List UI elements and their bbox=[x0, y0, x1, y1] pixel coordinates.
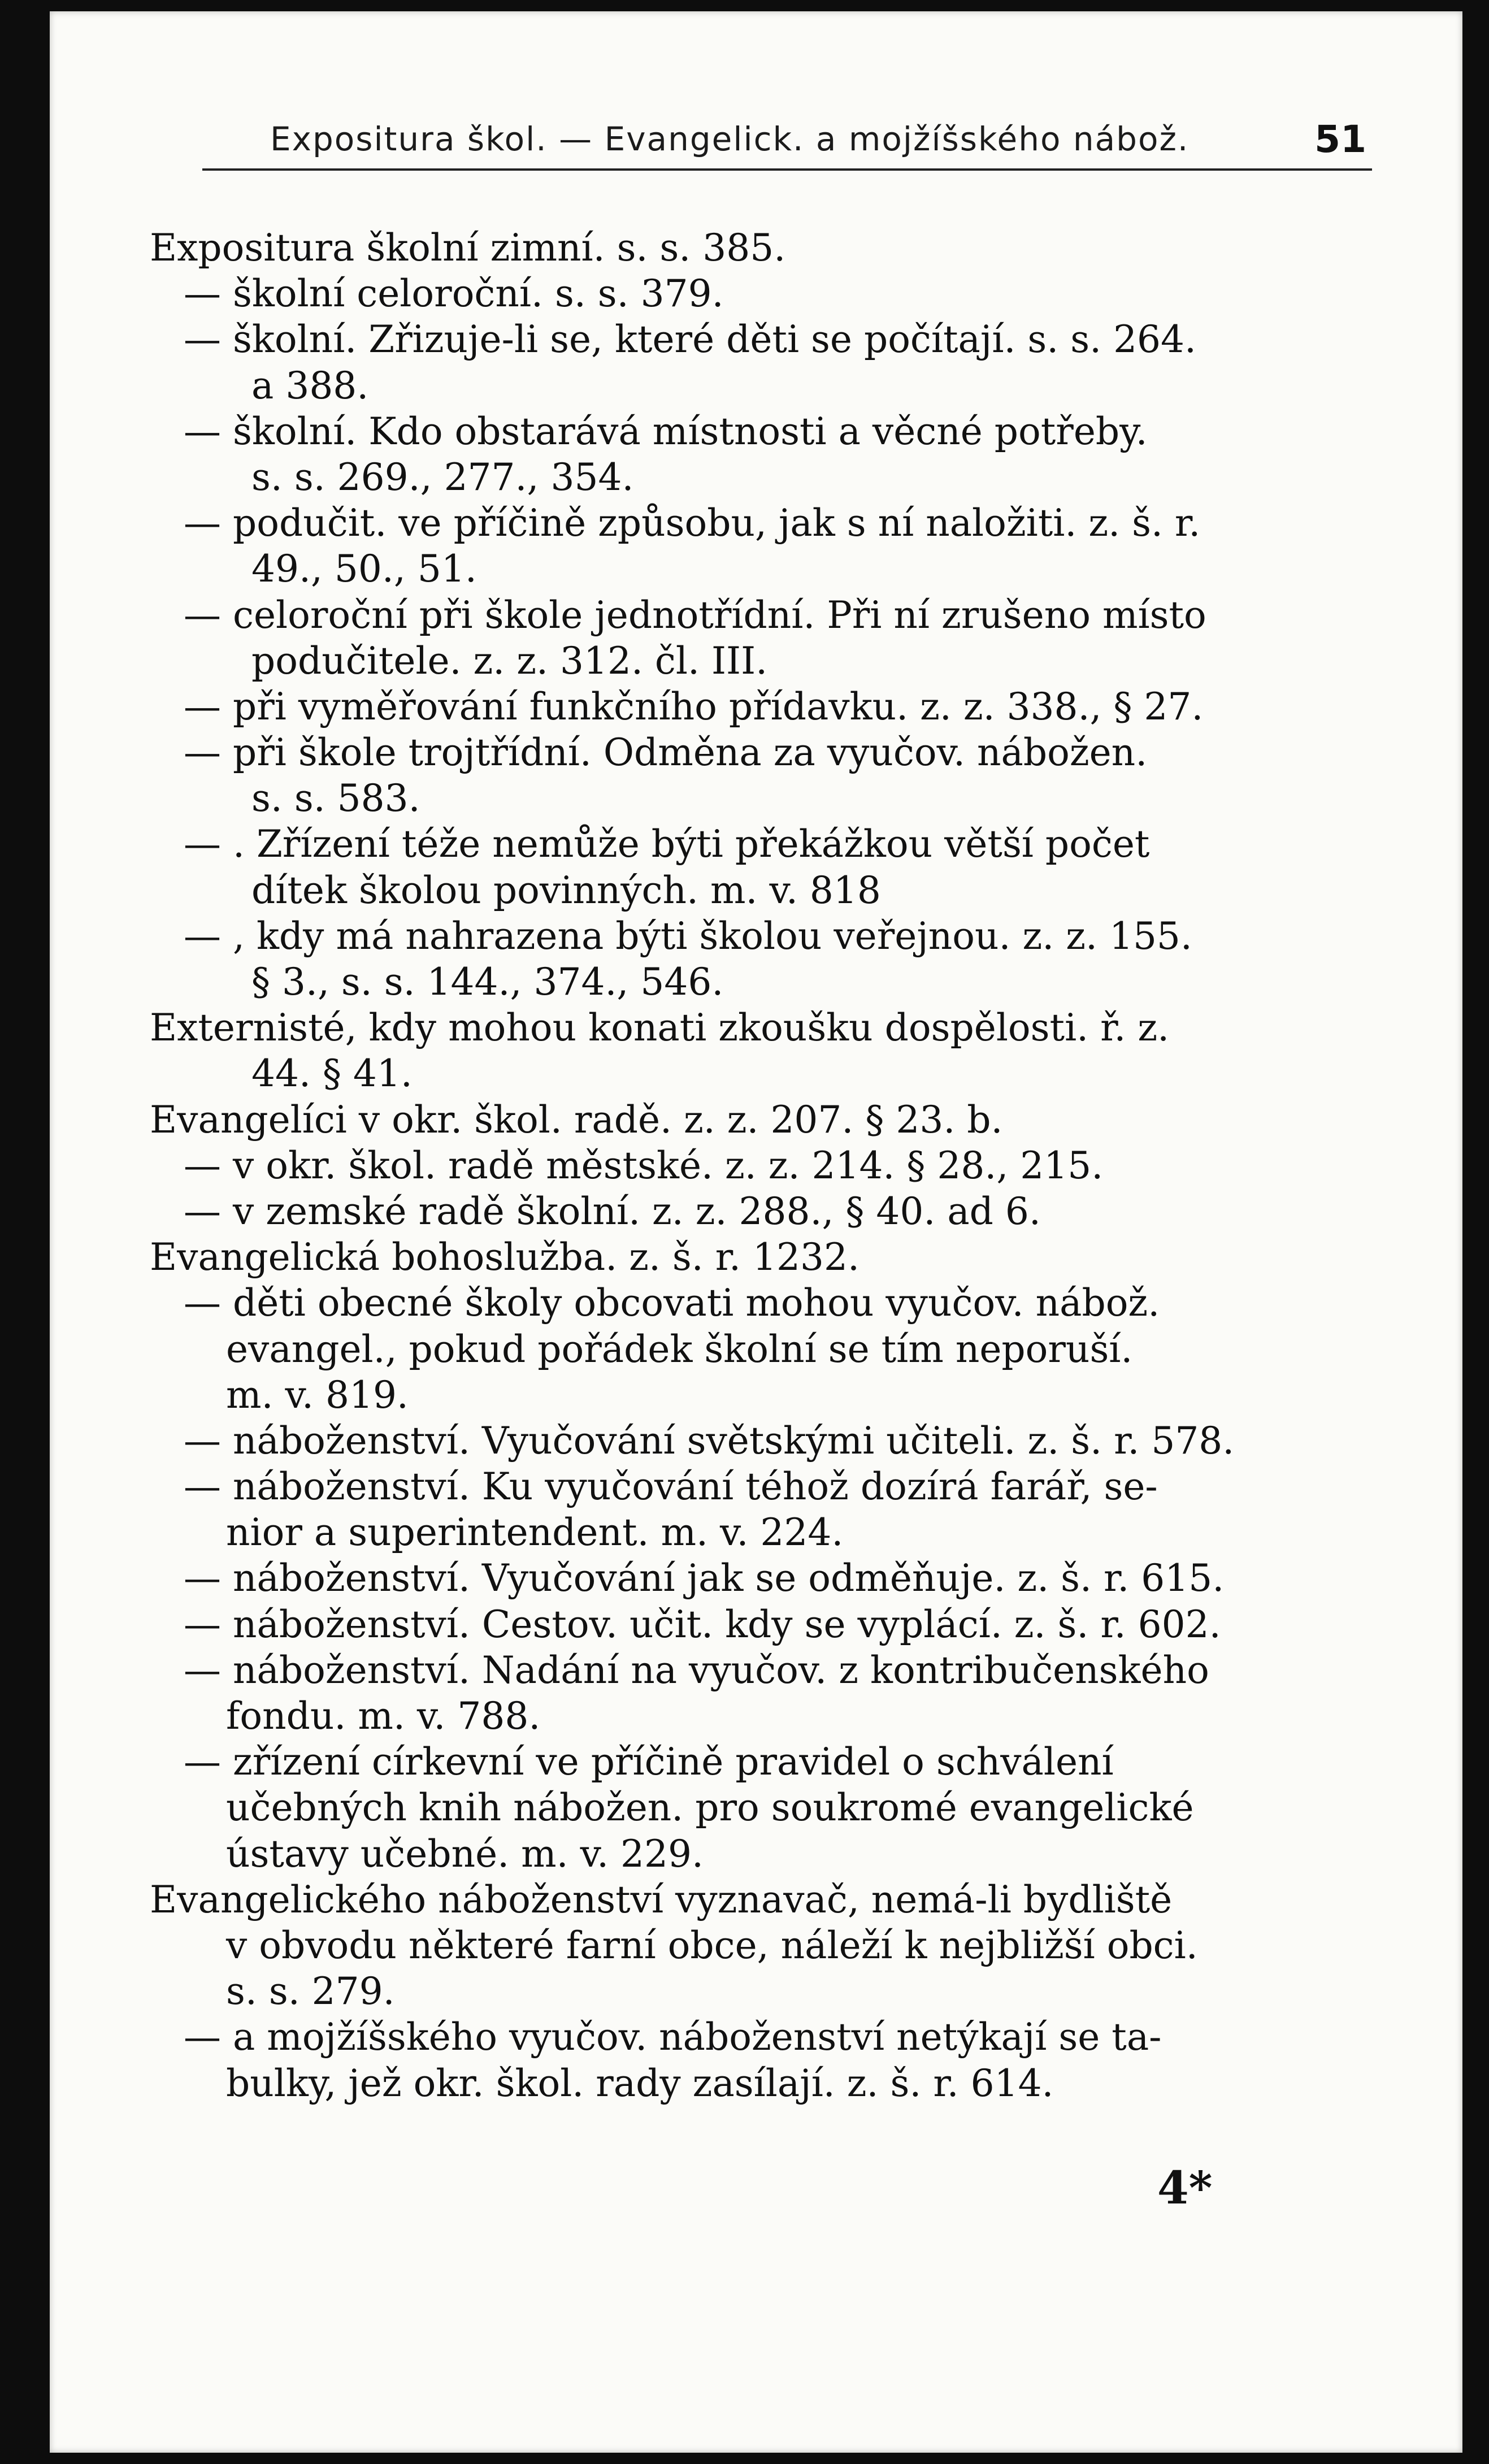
index-entry-line: — děti obecné školy obcovati mohou vyučov. nábož. bbox=[184, 1281, 1160, 1325]
header-rule bbox=[202, 168, 1372, 171]
index-entry-line: fondu. m. v. 788. bbox=[226, 1694, 541, 1738]
index-entry-line: § 3., s. s. 144., 374., 546. bbox=[251, 960, 724, 1004]
index-headword-line: Evangelická bohoslužba. z. š. r. 1232. bbox=[150, 1235, 859, 1279]
index-entry-line: m. v. 819. bbox=[226, 1373, 409, 1417]
index-entry-line: — , kdy má nahrazena býti školou veřejnou. z. z. 155. bbox=[184, 914, 1192, 958]
index-entry-line: — celoroční při škole jednotřídní. Při ní zrušeno místo bbox=[184, 593, 1206, 637]
index-entry-line: — a mojžíšského vyučov. náboženství netýkají se ta- bbox=[184, 2015, 1162, 2059]
signature-mark: 4* bbox=[1157, 2161, 1213, 2214]
index-headword-line: Expositura školní zimní. s. s. 385. bbox=[150, 226, 786, 270]
index-entry-line: 49., 50., 51. bbox=[251, 547, 477, 591]
index-entry-line: nior a superintendent. m. v. 224. bbox=[226, 1511, 844, 1555]
index-entry-line: — náboženství. Nadání na vyučov. z kontribučenského bbox=[184, 1648, 1209, 1692]
index-entry-line: — při škole trojtřídní. Odměna za vyučov. nábožen. bbox=[184, 731, 1148, 775]
index-entry-line: učebných knih nábožen. pro soukromé evangelické bbox=[226, 1786, 1194, 1830]
index-entry-line: — náboženství. Vyučování světskými učiteli. z. š. r. 578. bbox=[184, 1418, 1235, 1463]
index-entry-line: — . Zřízení téže nemůže býti překážkou větší počet bbox=[184, 822, 1150, 866]
index-entry-line: podučitele. z. z. 312. čl. III. bbox=[251, 639, 768, 683]
index-entry-line: — školní. Kdo obstarává místnosti a věcné potřeby. bbox=[184, 409, 1148, 453]
index-entry-line: — školní celoroční. s. s. 379. bbox=[184, 272, 724, 316]
index-headword-line: Externisté, kdy mohou konati zkoušku dospělosti. ř. z. bbox=[150, 1006, 1170, 1050]
index-entry-line: — v okr. škol. radě městské. z. z. 214. § 28., 215. bbox=[184, 1143, 1104, 1187]
index-entry-line: a 388. bbox=[251, 363, 369, 407]
index-entry-line: — podučit. ve příčině způsobu, jak s ní naložiti. z. š. r. bbox=[184, 501, 1201, 545]
index-entry-line: bulky, jež okr. škol. rady zasílají. z. š. r. 614. bbox=[226, 2061, 1054, 2105]
index-entry-line: — v zemské radě školní. z. z. 288., § 40. ad 6. bbox=[184, 1189, 1041, 1233]
index-headword-line: Evangelického náboženství vyznavač, nemá-li bydliště bbox=[150, 1877, 1173, 1921]
page-number: 51 bbox=[1314, 118, 1366, 161]
index-headword-line: Evangelíci v okr. škol. radě. z. z. 207. § 23. b. bbox=[150, 1097, 1003, 1142]
index-entry-line: — školní. Zřizuje-li se, které děti se počítají. s. s. 264. bbox=[184, 318, 1197, 362]
page-header bbox=[202, 107, 1372, 170]
running-head: Expositura škol. — Evangelick. a mojžíšského nábož. bbox=[270, 120, 1190, 158]
index-entry-line: — náboženství. Cestov. učit. kdy se vyplácí. z. š. r. 602. bbox=[184, 1602, 1221, 1646]
index-entry-line: s. s. 279. bbox=[226, 1970, 395, 2014]
index-entry-line: — zřízení církevní ve příčině pravidel o schválení bbox=[184, 1740, 1114, 1784]
index-entry-line: — náboženství. Ku vyučování téhož dozírá farář, se- bbox=[184, 1465, 1158, 1509]
index-entry-line: s. s. 583. bbox=[251, 776, 420, 821]
index-entry-line: s. s. 269., 277., 354. bbox=[251, 455, 634, 499]
index-entry-line: ústavy učebné. m. v. 229. bbox=[226, 1832, 704, 1876]
index-entry-line: v obvodu některé farní obce, náleží k nejbližší obci. bbox=[226, 1923, 1198, 1967]
index-entry-line: — náboženství. Vyučování jak se odměňuje. z. š. r. 615. bbox=[184, 1556, 1225, 1600]
index-entries bbox=[150, 225, 1325, 2106]
index-entry-line: evangel., pokud pořádek školní se tím neporuší. bbox=[226, 1327, 1133, 1371]
index-entry-line: — při vyměřování funkčního přídavku. z. z. 338., § 27. bbox=[184, 684, 1204, 728]
index-entry-line: 44. § 41. bbox=[251, 1052, 413, 1096]
index-entry-line: dítek školou povinných. m. v. 818 bbox=[251, 868, 881, 912]
